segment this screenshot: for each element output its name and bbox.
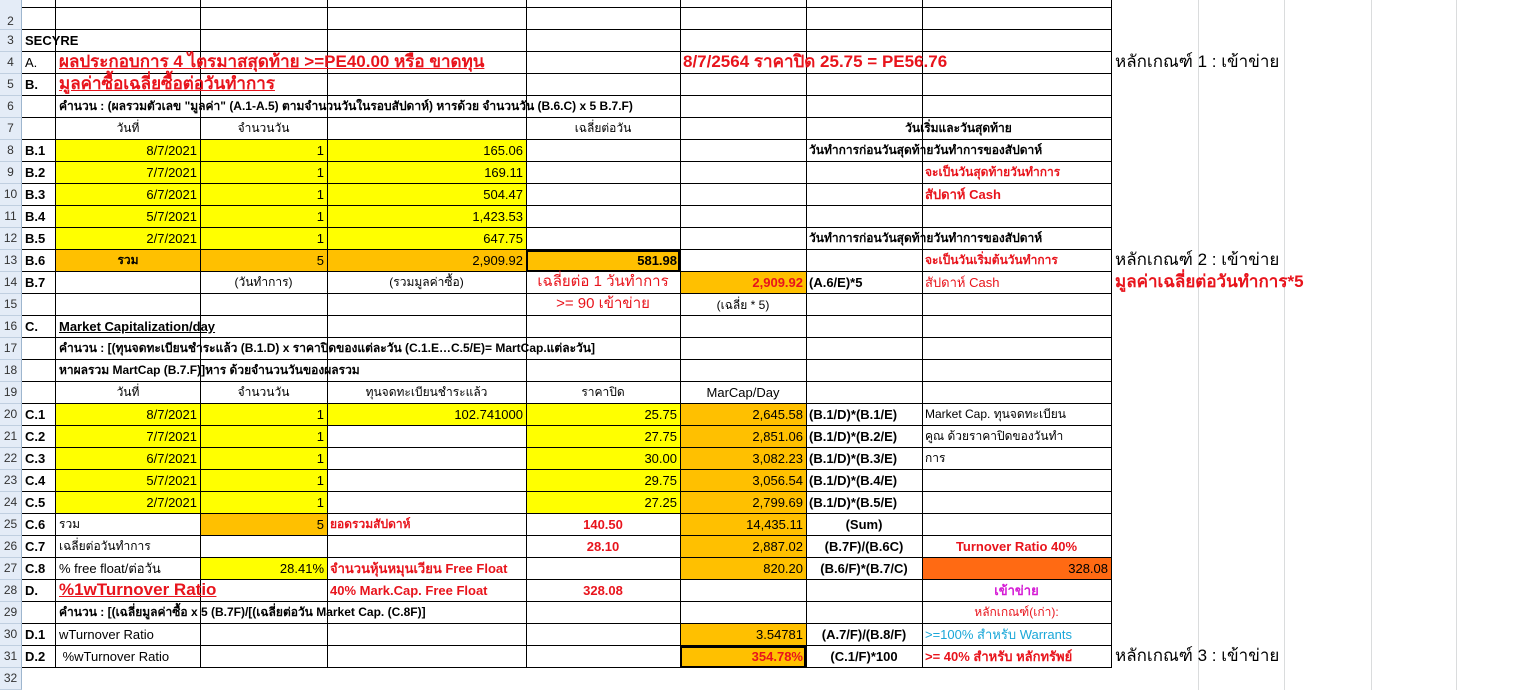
c-row-days[interactable]: 1 bbox=[316, 495, 324, 510]
b-row-date[interactable]: 6/7/2021 bbox=[146, 187, 197, 202]
c-row-days[interactable]: 1 bbox=[316, 429, 324, 444]
b-row-value[interactable]: 647.75 bbox=[483, 231, 523, 246]
row-header[interactable]: 22 bbox=[0, 448, 22, 470]
row-header[interactable]: 5 bbox=[0, 74, 22, 96]
b-row-value[interactable]: 504.47 bbox=[483, 187, 523, 202]
b-row-date[interactable]: 7/7/2021 bbox=[146, 165, 197, 180]
c-row-date[interactable]: 5/7/2021 bbox=[146, 473, 197, 488]
b7-sum-label: (รวมมูลค่าซื้อ) bbox=[389, 275, 464, 289]
c6-week-label: ยอดรวมสัปดาห์ bbox=[330, 517, 411, 531]
c8-code: C.8 bbox=[25, 561, 46, 576]
c8-pct: 28.41% bbox=[279, 561, 324, 576]
b7-cash: สัปดาห์ Cash bbox=[925, 275, 1000, 290]
c-row-close[interactable]: 29.75 bbox=[644, 473, 677, 488]
row-header[interactable]: 4 bbox=[0, 52, 22, 74]
b-row-days[interactable]: 1 bbox=[316, 209, 324, 224]
c6-mcap-sum: 14,435.11 bbox=[746, 517, 803, 532]
gridline bbox=[1198, 0, 1199, 690]
b7-formula: (A.6/E)*5 bbox=[809, 275, 863, 290]
d-old-rule: หลักเกณฑ์(เก่า): bbox=[974, 605, 1059, 619]
rule-2: หลักเกณฑ์ 2 : เข้าข่าย bbox=[1115, 250, 1280, 269]
b-row-value[interactable]: 1,423.53 bbox=[472, 209, 523, 224]
avg-times-5-note: (เฉลี่ย * 5) bbox=[716, 298, 770, 312]
c-row-date[interactable]: 2/7/2021 bbox=[146, 495, 197, 510]
b-row-value[interactable]: 165.06 bbox=[483, 143, 523, 158]
c-row-mcap[interactable]: 2,645.58 bbox=[752, 407, 803, 422]
row-header[interactable]: 31 bbox=[0, 646, 22, 668]
section-b-calc-note: คำนวน : (ผลรวมตัวเลข "มูลค่า" (A.1-A.5) ตามจำนวนวันในรอบสัปดาห์) หารด้วย จำนวนวัน (B.6.C) x 5 B.7.F) bbox=[59, 99, 633, 113]
d1-value: 3.54781 bbox=[756, 627, 803, 642]
c7-turnover: Turnover Ratio 40% bbox=[955, 539, 1078, 554]
b6-days: 5 bbox=[316, 253, 324, 268]
row-header[interactable]: 30 bbox=[0, 624, 22, 646]
c-row-note[interactable]: Market Cap. ทุนจดทะเบียน bbox=[925, 407, 1066, 421]
row-header[interactable]: 27 bbox=[0, 558, 22, 580]
d2-note: >= 40% สำหรับ หลักทรัพย์ bbox=[925, 649, 1073, 664]
c6-formula: (Sum) bbox=[845, 517, 883, 532]
c8-ff-label: จำนวนหุ้นหมุนเวียน Free Float bbox=[330, 561, 508, 576]
c-row-close[interactable]: 30.00 bbox=[644, 451, 677, 466]
c-header-close: ราคาปิด bbox=[581, 385, 625, 399]
b-header-date: วันที่ bbox=[116, 121, 140, 135]
gridline bbox=[1456, 0, 1457, 690]
table-hline bbox=[22, 29, 1111, 30]
b-header-startend: วันเริ่มและวันสุดท้าย bbox=[905, 121, 1012, 135]
c-row-days[interactable]: 1 bbox=[316, 451, 324, 466]
b7-avg-label: เฉลี่ยต่อ 1 วันทำการ bbox=[537, 273, 669, 290]
c-row-code[interactable]: C.1 bbox=[25, 407, 46, 422]
c8-result: 328.08 bbox=[1068, 561, 1108, 576]
row-header[interactable]: 7 bbox=[0, 118, 22, 140]
row-header[interactable]: 10 bbox=[0, 184, 22, 206]
section-a-code: A. bbox=[25, 55, 38, 70]
row-header[interactable]: 32 bbox=[0, 668, 22, 690]
d-enter: เข้าข่าย bbox=[994, 583, 1039, 598]
c-row-days[interactable]: 1 bbox=[316, 407, 324, 422]
rule-2-detail: มูลค่าเฉลี่ยต่อวันทำการ*5 bbox=[1115, 272, 1304, 291]
c-row-date[interactable]: 6/7/2021 bbox=[146, 451, 197, 466]
row-header[interactable]: 23 bbox=[0, 470, 22, 492]
row-header[interactable]: 25 bbox=[0, 514, 22, 536]
c8-formula: (B.6/F)*(B.7/C) bbox=[820, 561, 908, 576]
c7-label: เฉลี่ยต่อวันทำการ bbox=[59, 539, 151, 553]
row-header[interactable]: 21 bbox=[0, 426, 22, 448]
b-row-value[interactable]: 169.11 bbox=[484, 165, 523, 180]
b6-code: B.6 bbox=[25, 253, 46, 268]
row-header[interactable]: 17 bbox=[0, 338, 22, 360]
b-header-days: จำนวนวัน bbox=[237, 121, 290, 135]
c-row-close[interactable]: 25.75 bbox=[644, 407, 677, 422]
d2-code: D.2 bbox=[25, 649, 46, 664]
sheet-title: SECYRE bbox=[25, 33, 79, 48]
c-header-days: จำนวนวัน bbox=[237, 385, 290, 399]
b6-note: จะเป็นวันเริ่มต้นวันทำการ bbox=[925, 253, 1058, 267]
b6-label: รวม bbox=[117, 253, 139, 267]
c-row-code[interactable]: C.2 bbox=[25, 429, 46, 444]
section-a-label: ผลประกอบการ 4 ไตรมาสสุดท้าย >=PE40.00 หรือ ขาดทุน bbox=[59, 52, 485, 71]
mcap-ff-value: 328.08 bbox=[583, 583, 623, 598]
c6-code: C.6 bbox=[25, 517, 46, 532]
c-row-formula[interactable]: (B.1/D)*(B.2/E) bbox=[809, 429, 898, 444]
c-row-formula[interactable]: (B.1/D)*(B.5/E) bbox=[809, 495, 898, 510]
b-row-code[interactable]: B.3 bbox=[25, 187, 46, 202]
c-row-formula[interactable]: (B.1/D)*(B.3/E) bbox=[809, 451, 898, 466]
b-note-lastday: วันทำการก่อนวันสุดท้ายวันทำการของสัปดาห์ bbox=[809, 143, 1043, 157]
c-row-note[interactable]: การ bbox=[925, 451, 946, 465]
mcap-ff-label: 40% Mark.Cap. Free Float bbox=[330, 583, 488, 598]
row-header[interactable]: 16 bbox=[0, 316, 22, 338]
row-header[interactable]: 6 bbox=[0, 96, 22, 118]
b-row-code[interactable]: B.2 bbox=[25, 165, 46, 180]
c-row-mcap[interactable]: 3,082.23 bbox=[752, 451, 803, 466]
c8-label: % free float/ต่อวัน bbox=[59, 561, 161, 576]
row-header[interactable]: 26 bbox=[0, 536, 22, 558]
rule-1: หลักเกณฑ์ 1 : เข้าข่าย bbox=[1115, 52, 1280, 71]
b7-days-label: (วันทำการ) bbox=[234, 275, 293, 289]
section-c-calc-note-1: คำนวน : [(ทุนจดทะเบียนชำระแล้ว (B.1.D) x ราคาปิดของแต่ละวัน (C.1.E…C.5/E)= MartCap.แต่ละวัน] bbox=[59, 341, 595, 355]
c-row-capital[interactable]: 102.741000 bbox=[454, 407, 523, 422]
section-d-calc-note: คำนวน : [(เฉลี่ยมูลค่าซื้อ x 5 (B.7F)/[(เฉลี่ยต่อวัน Market Cap. (C.8F)] bbox=[59, 605, 426, 619]
c6-days: 5 bbox=[316, 517, 324, 532]
b-row-days[interactable]: 1 bbox=[316, 231, 324, 246]
row-header[interactable]: 3 bbox=[0, 30, 22, 52]
section-b-label: มูลค่าซื้อเฉลี่ยซื้อต่อวันทำการ bbox=[59, 74, 275, 93]
d1-label: wTurnover Ratio bbox=[59, 627, 154, 642]
c-row-code[interactable]: C.3 bbox=[25, 451, 46, 466]
row-header[interactable]: 2 bbox=[0, 0, 22, 30]
row-header[interactable]: 24 bbox=[0, 492, 22, 514]
row-header[interactable]: 8 bbox=[0, 140, 22, 162]
table-hline bbox=[22, 667, 1111, 668]
c7-mcap-avg: 2,887.02 bbox=[752, 539, 803, 554]
section-d-label: %1wTurnover Ratio bbox=[59, 580, 217, 599]
c-row-code[interactable]: C.5 bbox=[25, 495, 46, 510]
b-note-will-be: จะเป็นวันสุดท้ายวันทำการ bbox=[925, 165, 1061, 179]
d2-formula: (C.1/F)*100 bbox=[830, 649, 898, 664]
c7-formula: (B.7F)/(B.6C) bbox=[824, 539, 904, 554]
c-row-close[interactable]: 27.75 bbox=[644, 429, 677, 444]
c8-value: 820.20 bbox=[763, 561, 803, 576]
c-row-date[interactable]: 7/7/2021 bbox=[146, 429, 197, 444]
c7-code: C.7 bbox=[25, 539, 46, 554]
d2-value[interactable]: 354.78% bbox=[751, 649, 803, 664]
d1-note: >=100% สำหรับ Warrants bbox=[925, 627, 1072, 642]
b-row-date[interactable]: 8/7/2021 bbox=[146, 143, 197, 158]
c-row-mcap[interactable]: 3,056.54 bbox=[752, 473, 803, 488]
d1-formula: (A.7/F)/(B.8/F) bbox=[821, 627, 907, 642]
threshold-90: >= 90 เข้าข่าย bbox=[556, 295, 650, 312]
row-header[interactable]: 20 bbox=[0, 404, 22, 426]
b-note-cash: สัปดาห์ Cash bbox=[925, 187, 1001, 202]
c-header-date: วันที่ bbox=[116, 385, 140, 399]
b6-total: 2,909.92 bbox=[472, 253, 523, 268]
row-header[interactable]: 12 bbox=[0, 228, 22, 250]
b-row-code[interactable]: B.4 bbox=[25, 209, 46, 224]
b-row-code[interactable]: B.1 bbox=[25, 143, 46, 158]
b-row-date[interactable]: 2/7/2021 bbox=[146, 231, 197, 246]
row-header[interactable]: 18 bbox=[0, 360, 22, 382]
row-header[interactable]: 19 bbox=[0, 382, 22, 404]
b7-value: 2,909.92 bbox=[752, 275, 803, 290]
b-row-date[interactable]: 5/7/2021 bbox=[146, 209, 197, 224]
c-row-formula[interactable]: (B.1/D)*(B.1/E) bbox=[809, 407, 898, 422]
price-note: 8/7/2564 ราคาปิด 25.75 = PE56.76 bbox=[683, 52, 948, 71]
section-c-label: Market Capitalization/day bbox=[59, 319, 216, 334]
c-header-mcap: MarCap/Day bbox=[706, 385, 780, 400]
rule-3: หลักเกณฑ์ 3 : เข้าข่าย bbox=[1115, 646, 1280, 665]
row-header[interactable]: 15 bbox=[0, 294, 22, 316]
row-header[interactable]: 14 bbox=[0, 272, 22, 294]
c-header-capital: ทุนจดทะเบียนชำระแล้ว bbox=[365, 385, 488, 399]
c-row-note[interactable]: คูณ ด้วยราคาปิดของวันทำ bbox=[925, 429, 1064, 443]
gridline bbox=[1371, 0, 1372, 690]
b-row-days[interactable]: 1 bbox=[316, 187, 324, 202]
b-row-days[interactable]: 1 bbox=[316, 165, 324, 180]
section-d-code: D. bbox=[25, 583, 38, 598]
b-note-beforelast: วันทำการก่อนวันสุดท้ายวันทำการของสัปดาห์ bbox=[809, 231, 1043, 245]
c-row-close[interactable]: 27.25 bbox=[644, 495, 677, 510]
section-c-code: C. bbox=[25, 319, 38, 334]
d1-code: D.1 bbox=[25, 627, 46, 642]
section-c-calc-note-2: หาผลรวม MartCap (B.7.F)]หาร ด้วยจำนวนวันของผลรวม bbox=[59, 363, 360, 377]
c-row-date[interactable]: 8/7/2021 bbox=[146, 407, 197, 422]
b-header-avg: เฉลี่ยต่อวัน bbox=[574, 121, 632, 135]
c-row-mcap[interactable]: 2,799.69 bbox=[752, 495, 803, 510]
c7-close-avg: 28.10 bbox=[586, 539, 620, 554]
row-header[interactable]: 13 bbox=[0, 250, 22, 272]
c-row-formula[interactable]: (B.1/D)*(B.4/E) bbox=[809, 473, 898, 488]
row-header[interactable]: 28 bbox=[0, 580, 22, 602]
gridline bbox=[1284, 0, 1285, 690]
b7-code: B.7 bbox=[25, 275, 46, 290]
row-header[interactable]: 29 bbox=[0, 602, 22, 624]
section-b-code: B. bbox=[25, 77, 38, 92]
table-hline bbox=[22, 7, 1111, 8]
c-row-code[interactable]: C.4 bbox=[25, 473, 46, 488]
c-row-days[interactable]: 1 bbox=[316, 473, 324, 488]
c6-close-sum: 140.50 bbox=[583, 517, 623, 532]
d2-label: %wTurnover Ratio bbox=[59, 649, 170, 664]
c-row-mcap[interactable]: 2,851.06 bbox=[752, 429, 803, 444]
table-vline bbox=[1111, 0, 1112, 668]
row-header[interactable]: 11 bbox=[0, 206, 22, 228]
b6-avg[interactable]: 581.98 bbox=[637, 253, 677, 268]
row-header[interactable]: 9 bbox=[0, 162, 22, 184]
b-row-code[interactable]: B.5 bbox=[25, 231, 46, 246]
b-row-days[interactable]: 1 bbox=[316, 143, 324, 158]
c6-label: รวม bbox=[59, 517, 81, 531]
